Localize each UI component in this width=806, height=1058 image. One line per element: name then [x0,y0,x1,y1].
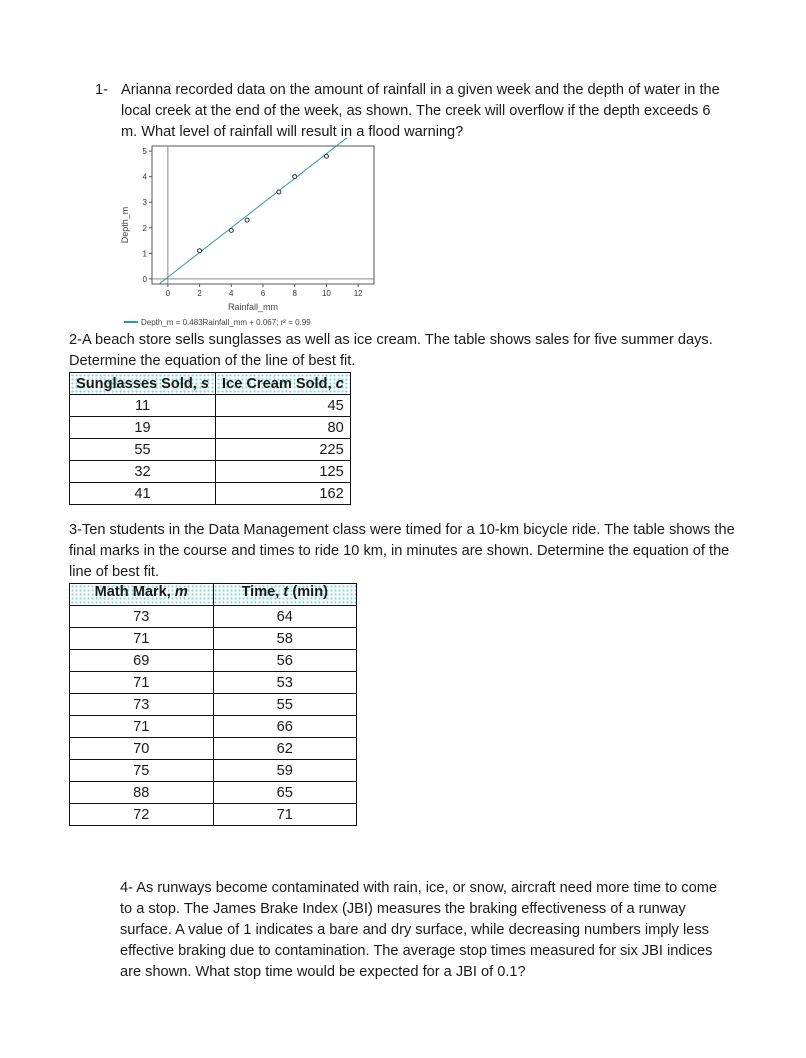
question-4-text: 4- As runways become contaminated with rain, ice, or snow, aircraft need more time to come to a stop. The James Brake Index (JBI) measures the braking effectiveness of a runway surface. A value of 1 indicates a bare and dry surface, while decreasing numbers imply less effective braking due to contamination. The average stop times measured for six JBI indices are shown. What stop time would be expected for a JBI of 0.1? [120,880,717,980]
math-mark-time-table [69,583,357,826]
table-row [70,483,351,505]
table-cell: 73 [70,606,214,628]
table-cell: 59 [213,760,357,782]
table-cell: 70 [70,738,214,760]
table-cell: 32 [70,461,216,483]
table-cell: 125 [216,461,351,483]
table-row [70,760,357,782]
data-point [293,175,297,179]
data-point [198,249,202,253]
table-header-sunglasses: Sunglasses Sold, s [70,373,216,395]
table-cell: 62 [213,738,357,760]
table-cell: 88 [70,782,214,804]
table-cell: 45 [216,395,351,417]
y-axis-label: Depth_m [120,206,130,244]
table-row [70,716,357,738]
question-1-number: 1- [95,82,108,98]
table-cell: 55 [70,439,216,461]
data-point [229,228,233,232]
table-header-time: Time, t (min) [213,584,357,606]
x-tick-label: 8 [292,289,297,298]
y-tick-label: 1 [142,249,147,259]
table-cell: 225 [216,439,351,461]
table-cell: 69 [70,650,214,672]
table-cell: 64 [213,606,357,628]
table-cell: 71 [70,716,214,738]
table-row [70,606,357,628]
question-1-text: Arianna recorded data on the amount of rainfall in a given week and the depth of water in the local creek at the end of the week, as shown. The creek will overflow if the depth exceeds 6 m. What level of rainfall will result in a flood warning? [121,82,720,140]
table-cell: 19 [70,417,216,439]
table-cell: 75 [70,760,214,782]
legend-label: Depth_m = 0.483Rainfall_mm + 0.067; r² = 0.99 [141,318,311,327]
question-2-text: 2-A beach store sells sunglasses as well as ice cream. The table shows sales for five summer days. Determine the equation of the line of best fit. [69,332,713,369]
table-row [70,782,357,804]
x-tick-label: 10 [321,289,331,298]
x-tick-label: 0 [165,289,171,298]
table-cell: 80 [216,417,351,439]
table-row [70,672,357,694]
table-cell: 72 [70,804,214,826]
table-header-math-mark: Math Mark, m [70,584,214,606]
rainfall-depth-chart [112,138,382,328]
table-cell: 71 [70,672,214,694]
table-row [70,461,351,483]
table-cell: 56 [213,650,357,672]
table-header-icecream: Ice Cream Sold, c [216,373,351,395]
y-tick-label: 2 [142,223,147,233]
table-row [70,738,357,760]
x-tick-label: 2 [197,289,202,298]
table-cell: 55 [213,694,357,716]
y-tick-label: 5 [142,147,147,157]
table-row [70,395,351,417]
question-3-text: 3-Ten students in the Data Management class were timed for a 10-km bicycle ride. The table shows the final marks in the course and times to ride 10 km, in minutes are shown. Determine the equation of the line of best fit. [69,522,735,580]
table-row [70,804,357,826]
table-cell: 71 [70,628,214,650]
fit-line [160,138,374,283]
data-point [277,190,281,194]
x-tick-label: 12 [353,289,363,298]
y-tick-label: 0 [142,274,147,284]
table-row [70,650,357,672]
table-cell: 41 [70,483,216,505]
x-tick-label: 6 [260,289,266,298]
x-tick-label: 4 [229,289,234,298]
data-point [245,218,249,222]
table-row [70,628,357,650]
table-row [70,417,351,439]
x-axis-label: Rainfall_mm [227,302,279,312]
table-cell: 53 [213,672,357,694]
table-cell: 73 [70,694,214,716]
table-cell: 11 [70,395,216,417]
table-row [70,439,351,461]
data-point [324,154,328,158]
table-cell: 65 [213,782,357,804]
table-cell: 162 [216,483,351,505]
sunglasses-icecream-table [69,372,351,505]
y-tick-label: 4 [142,172,147,182]
table-row [70,694,357,716]
question-1 [95,80,725,143]
table-cell: 66 [213,716,357,738]
table-cell: 71 [213,804,357,826]
table-cell: 58 [213,628,357,650]
y-tick-label: 3 [142,198,147,208]
